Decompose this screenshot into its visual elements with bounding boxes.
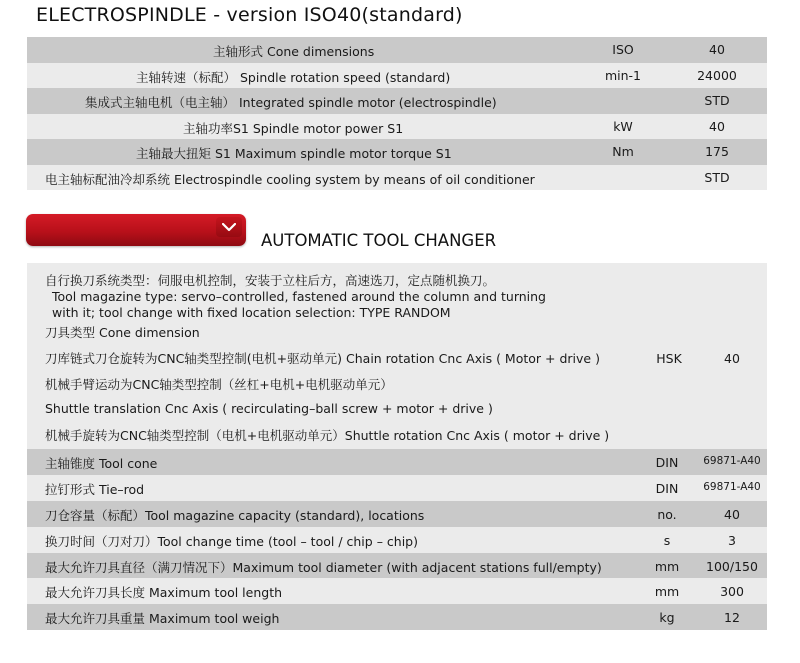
tool-changer-title: AUTOMATIC TOOL CHANGER [261,231,497,250]
row-value: 100/150 [706,558,758,574]
row-unit: mm [654,584,680,600]
table-row [27,578,767,604]
row-value: 69871-A40 [703,480,761,493]
section-banner[interactable] [26,214,246,246]
row-value: 3 [728,532,736,548]
table-row [27,475,767,501]
row-description: 主轴最大扭矩 S1 Maximum spindle motor torque S1 [136,146,452,161]
row-description: 主轴功率S1 Spindle motor power S1 [183,120,404,136]
row-value: 175 [705,144,729,159]
row-unit: no. [657,506,677,522]
row-unit: Nm [612,144,634,159]
electrospindle-title: ELECTROSPINDLE - version ISO40(standard) [36,4,463,26]
row-description: 拉钉形式 Tie–rod [45,481,145,497]
tool-changer-description [27,263,767,449]
row-unit: kg [659,610,675,626]
table-row [27,37,767,63]
magazine-type-cn: 自行换刀系统类型：伺服电机控制，安装于立柱后方，高速选刀，定点随机换刀。 [45,273,496,288]
table-row [27,63,767,89]
chevron-down-icon[interactable] [216,217,242,237]
table-row [27,604,767,630]
tool-changer-table [27,449,767,630]
row-unit: min-1 [604,67,642,83]
table-row [27,139,767,165]
row-value: 300 [720,584,744,600]
chain-rotation: 刀库链式刀仓旋转为CNC轴类型控制(电机+驱动单元) Chain rotation Cnc Axis ( Motor + drive ) [45,351,600,366]
row-unit: DIN [655,455,679,470]
row-value: 12 [724,610,740,626]
magazine-type-en-line2: with it; tool change with fixed location selection: TYPE RANDOM [52,305,451,320]
electrospindle-table [27,37,767,190]
row-value: 40 [709,118,725,134]
table-row [27,527,767,553]
row-description: 换刀时间（刀对刀）Tool change time (tool – tool / chip – chip) [45,533,418,549]
row-unit: mm [654,558,680,574]
table-row [27,88,767,114]
row-value: 40 [724,506,740,522]
magazine-type-en-line1: Tool magazine type: servo–controlled, fastened around the column and turning [52,289,546,304]
row-unit: ISO [612,42,634,57]
table-row [27,501,767,527]
row-unit: DIN [655,480,679,496]
row-description: 主轴转速（标配） Spindle rotation speed (standard) [136,69,451,85]
row-description: 最大允许刀具重量 Maximum tool weigh [45,611,280,627]
table-row [27,165,767,191]
shuttle-rotation: 机械手旋转为CNC轴类型控制（电机+电机驱动单元）Shuttle rotation Cnc Axis ( motor + drive ) [45,428,610,443]
row-description: 刀仓容量（标配）Tool magazine capacity (standard), locations [45,507,425,523]
shuttle-translation-en: Shuttle translation Cnc Axis ( recirculating–ball screw + motor + drive ) [45,401,493,416]
shuttle-translation-cn: 机械手臂运动为CNC轴类型控制（丝杠+电机+电机驱动单元） [45,377,393,392]
row-unit: kW [613,118,633,134]
row-description: 电主轴标配油冷却系统 Electrospindle cooling system by means of oil conditioner [45,171,535,187]
row-value: 40 [709,42,725,57]
row-description: 最大允许刀具长度 Maximum tool length [45,585,283,601]
row-value: 24000 [697,67,737,83]
table-row [27,449,767,475]
row-description: 主轴形式 Cone dimensions [213,44,375,59]
row-description: 集成式主轴电机（电主轴） Integrated spindle motor (electrospindle) [85,95,497,110]
cone-dimension: 刀具类型 Cone dimension [45,325,200,340]
chain-rotation-unit: HSK [656,351,682,366]
row-value: STD [704,169,730,185]
row-value: STD [704,93,730,108]
row-description: 最大允许刀具直径（满刀情况下）Maximum tool diameter (with adjacent stations full/empty) [45,559,602,575]
row-value: 69871-A40 [703,455,761,467]
chain-rotation-value: 40 [724,351,740,366]
table-row [27,114,767,140]
row-unit: s [663,532,671,548]
table-row [27,553,767,579]
row-description: 主轴锥度 Tool cone [45,456,158,471]
